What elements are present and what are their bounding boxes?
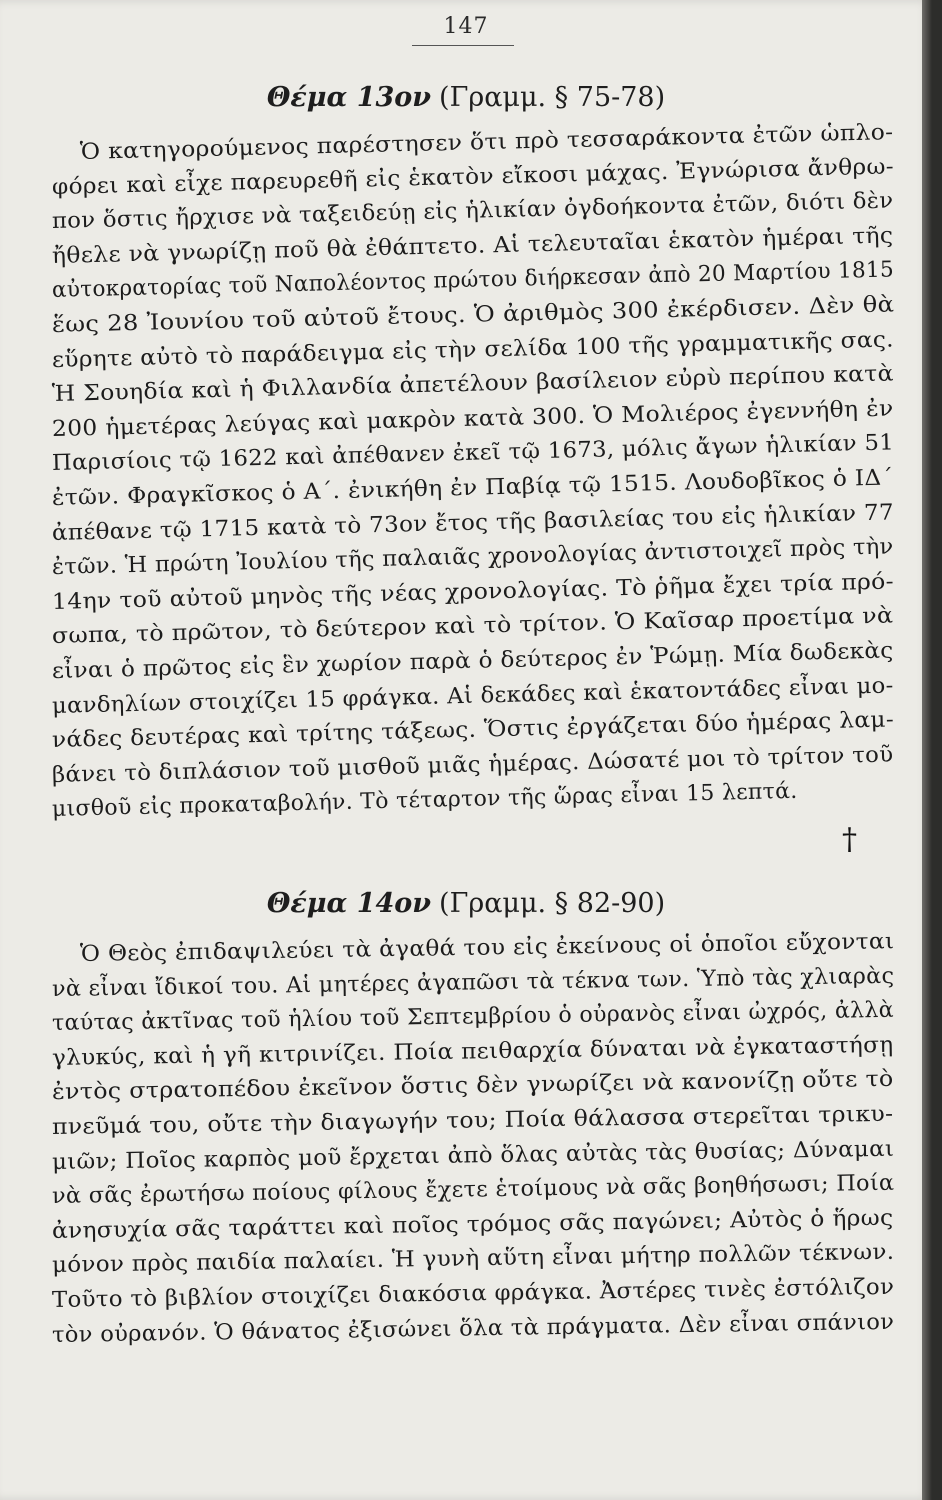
section-reference: (Γραμμ. § 82-90)	[439, 888, 666, 919]
text-line: 200 ἡμετέρας λεύγας καὶ μακρὸν κατὰ 300. Ὁ Μολιέρος ἐγεννήθη ἐν	[51, 396, 894, 442]
text-line: βάνει τὸ διπλάσιον τοῦ μισθοῦ μιᾶς ἡμέρας. Δώσατέ μοι τὸ τρίτον τοῦ	[51, 742, 894, 788]
text-line: γλυκύς, καὶ ἡ γῆ κιτρινίζει. Ποία πειθαρχία δύναται νὰ ἐγκαταστήσῃ	[51, 1032, 894, 1071]
text-line: Παρισίοις τῷ 1622 καὶ ἀπέθανεν ἐκεῖ τῷ 1673, μόλις ἄγων ἡλικίαν 51	[51, 430, 895, 477]
text-line: αὐτοκρατορίας τοῦ Ναπολέοντος πρώτου διήρκεσαν ἀπὸ 20 Μαρτίου 1815	[51, 257, 895, 304]
page-number: 147	[443, 14, 489, 39]
text-line: Τοῦτο τὸ βιβλίον στοιχίζει διακόσια φράγκα. Ἀστέρες τινὲς ἐστόλιζον	[51, 1274, 895, 1313]
text-line: φόρει καὶ εἶχε παρευρεθῆ εἰς ἑκατὸν εἴκοσι μάχας. Ἐγνώρισα ἄνθρω-	[51, 154, 895, 200]
text-line: εἶναι ὁ πρῶτος εἰς ἓν χωρίον παρὰ ὁ δεύτερος ἐν Ῥώμῃ. Μία δωδεκὰς	[51, 638, 894, 684]
text-line: τὸν οὐρανόν. Ὁ θάνατος ἐξισώνει ὅλα τὰ πράγματα. Δὲν εἶναι σπάνιον	[51, 1309, 895, 1348]
text-line: νὰ σᾶς ἐρωτήσω ποίους φίλους ἔχετε ἑτοίμους νὰ σᾶς βοηθήσωσι; Ποία	[51, 1170, 895, 1210]
text-line: 14ην τοῦ αὐτοῦ μηνὸς τῆς νέας χρονολογίας. Τὸ ῥῆμα ἔχει τρία πρό-	[51, 569, 895, 615]
text-line: εὕρητε αὐτὸ τὸ παράδειγμα εἰς τὴν σελίδα 100 τῆς γραμματικῆς σας.	[51, 327, 895, 373]
text-line: ἐτῶν. Φραγκῖσκος ὁ Α΄. ἐνικήθη ἐν Παβίᾳ τῷ 1515. Λουδοβῖκος ὁ ΙΔ΄	[51, 465, 894, 511]
text-line: ταύτας ἀκτῖνας τοῦ ἡλίου τοῦ Σεπτεμβρίου ὁ οὐρανὸς εἶναι ὠχρός, ἀλλὰ	[51, 997, 895, 1037]
text-line: νάδες δευτέρας καὶ τρίτης τάξεως. Ὅστις ἐργάζεται δύο ἡμέρας λαμ-	[51, 707, 895, 754]
text-line: ἐτῶν. Ἡ πρώτη Ἰουλίου τῆς παλαιᾶς χρονολογίας ἀντιστοιχεῖ πρὸς τὴν	[51, 534, 894, 581]
text-line: μισθοῦ εἰς προκαταβολήν. Τὸ τέταρτον τῆς ὥρας εἶναι 15 λεπτά.	[51, 779, 798, 823]
text-line: Ὁ Θεὸς ἐπιδαψιλεύει τὰ ἀγαθά του εἰς ἐκείνους οἱ ὁποῖοι εὔχονται	[79, 929, 895, 967]
text-line: ἐντὸς στρατοπέδου ἐκεῖνον ὅστις δὲν γνωρίζει νὰ κανονίζῃ οὔτε τὸ	[51, 1067, 894, 1106]
handwritten-cross-mark: †	[842, 822, 857, 857]
text-line: μιῶν; Ποῖος καρπὸς μοῦ ἔρχεται ἀπὸ ὅλας αὐτὰς τὰς θυσίας; Δύναμαι	[51, 1136, 895, 1175]
section-heading-14	[0, 888, 932, 919]
text-line: ἤθελε νὰ γνωρίζῃ ποῦ θὰ ἐθάπτετο. Αἱ τελευταῖαι ἑκατὸν ἡμέραι τῆς	[51, 223, 894, 269]
text-line: μανδηλίων στοιχίζει 15 φράγκα. Αἱ δεκάδες καὶ ἑκατοντάδες εἶναι μο-	[51, 673, 894, 719]
text-line: ἕως 28 Ἰουνίου τοῦ αὐτοῦ ἔτους. Ὁ ἀριθμὸς 300 ἐκέρδισεν. Δὲν θὰ	[51, 292, 895, 338]
section-reference: (Γραμμ. § 75-78)	[439, 82, 666, 113]
text-line: Ὁ κατηγορούμενος παρέστησεν ὅτι πρὸ τεσσαράκοντα ἐτῶν ὡπλο-	[79, 120, 894, 165]
text-line: πον ὅστις ἤρχισε νὰ ταξειδεύῃ εἰς ἡλικίαν ὀγδοήκοντα ἐτῶν, διότι δὲν	[51, 188, 894, 235]
page-edge-shadow	[922, 0, 932, 1500]
section-title: Θέμα 14ον	[266, 888, 432, 919]
text-line: νὰ εἶναι ἴδικοί του. Αἱ μητέρες ἀγαπῶσι τὰ τέκνα των. Ὑπὸ τὰς χλιαρὰς	[51, 963, 895, 1002]
text-line: ἀπέθανε τῷ 1715 κατὰ τὸ 73ον ἔτος τῆς βασιλείας του εἰς ἡλικίαν 77	[51, 500, 895, 546]
text-line: Ἡ Σουηδία καὶ ἡ Φιλλανδία ἀπετέλουν βασίλειον εὐρὺ περίπου κατὰ	[51, 361, 894, 408]
section-heading-13	[0, 82, 932, 113]
text-line: σωπα, τὸ πρῶτον, τὸ δεύτερον καὶ τὸ τρίτον. Ὁ Καῖσαρ προετίμα νὰ	[51, 603, 894, 650]
text-line: πνεῦμά του, οὔτε τὴν διαγωγήν του; Ποία θάλασσα στερεῖται τρικυ-	[51, 1101, 894, 1140]
section-title: Θέμα 13ον	[266, 82, 432, 113]
header-rule	[412, 45, 514, 46]
text-line: ἀνησυχία σᾶς ταράττει καὶ ποῖος τρόμος σᾶς παγώνει; Αὐτὸς ὁ ἥρως	[51, 1205, 894, 1244]
text-line: μόνον πρὸς παιδία παλαίει. Ἡ γυνὴ αὕτη εἶναι μήτηρ πολλῶν τέκνων.	[51, 1240, 895, 1279]
